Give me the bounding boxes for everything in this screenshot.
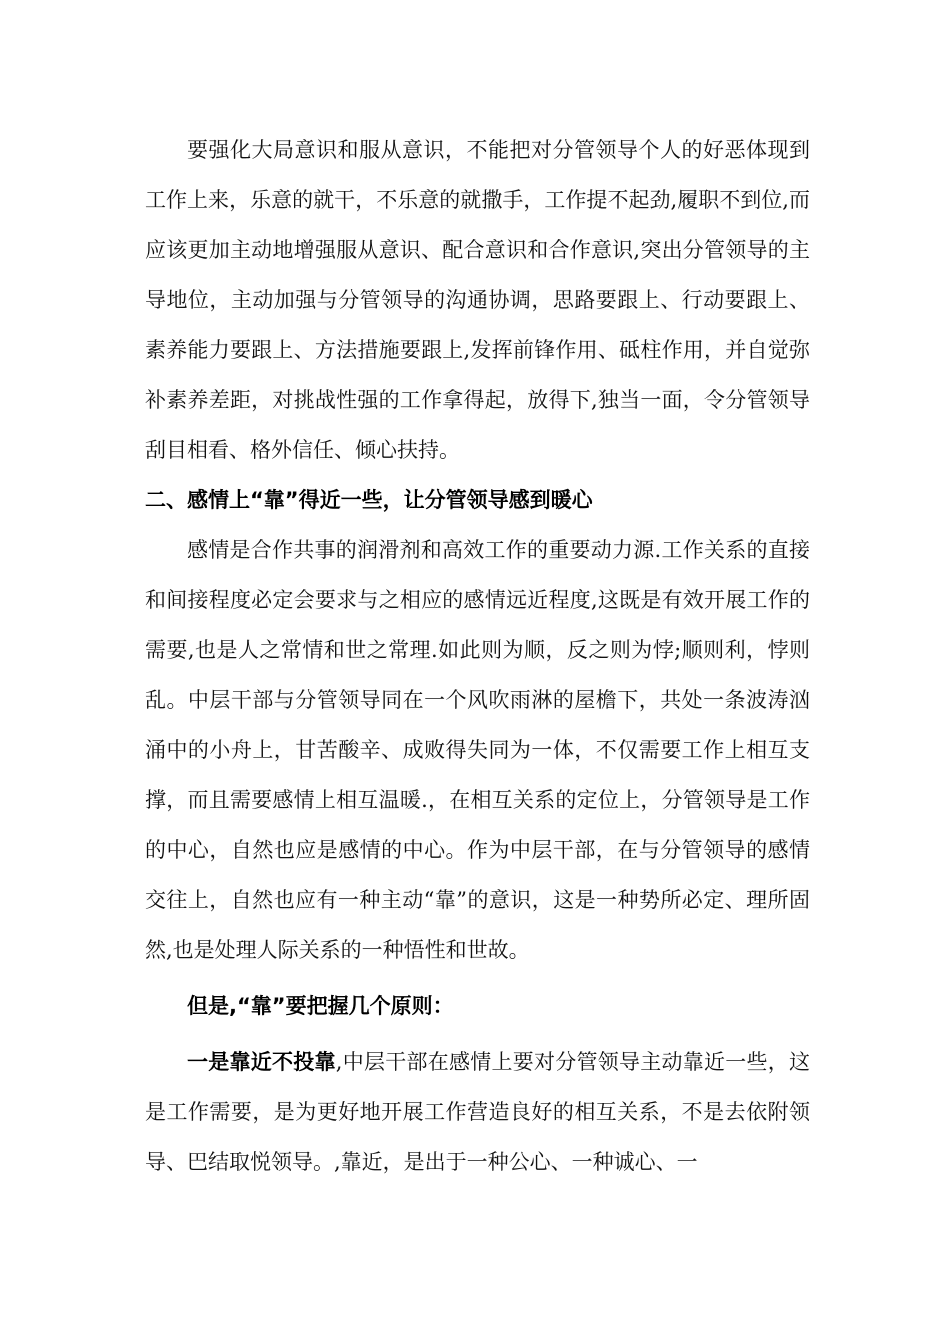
principles-heading: 但是,“靠”要把握几个原则： [187,994,454,1018]
paragraph-emotion-cooperation: 感情是合作共事的润滑剂和高效工作的重要动力源.工作关系的直接和间接程度必定会要求与之相应的感情远近程度,这既是有效开展工作的需要,也是人之常情和世之常理.如此则为顺，反之则为悖;顺则利，悖则乱。中层干部与分管领导同在一个风吹雨淋的屋檐下，共处一条波涛汹涌中的小舟上，甘苦酸辛、成败得失同为一体，不仅需要工作上相互支撑，而且需要感情上相互温暖.，在相互关系的定位上，分管领导是工作的中心，自然也应是感情的中心。作为中层干部，在与分管领导的感情交往上，自然也应有一种主动“靠”的意识，这是一种势所必定、理所固然,也是处理人际关系的一种悟性和世故。 [145,538,810,962]
section-heading-emotional-closeness: 二、感情上“靠”得近一些，让分管领导感到暖心 [145,488,593,512]
principle-1-paragraph [145,1037,810,1187]
document-body [145,125,810,1187]
principle-1-lead: 一是靠近不投靠 [187,1050,336,1074]
principle-1-text: ,中层干部在感情上要对分管领导主动靠近一些，这是工作需要，是为更好地开展工作营造良好的相互关系，不是去依附领导、巴结取悦领导。,靠近，是出于一种公心、一种诚心、一 [145,1050,810,1174]
paragraph-service-awareness: 要强化大局意识和服从意识，不能把对分管领导个人的好恶体现到工作上来，乐意的就干，不乐意的就撒手，工作提不起劲,履职不到位,而应该更加主动地增强服从意识、配合意识和合作意识,突出分管领导的主导地位，主动加强与分管领导的沟通协调，思路要跟上、行动要跟上、素养能力要跟上、方法措施要跟上,发挥前锋作用、砥柱作用，并自觉弥补素养差距，对挑战性强的工作拿得起，放得下,独当一面，令分管领导刮目相看、格外信任、倾心扶持。 [145,138,810,462]
